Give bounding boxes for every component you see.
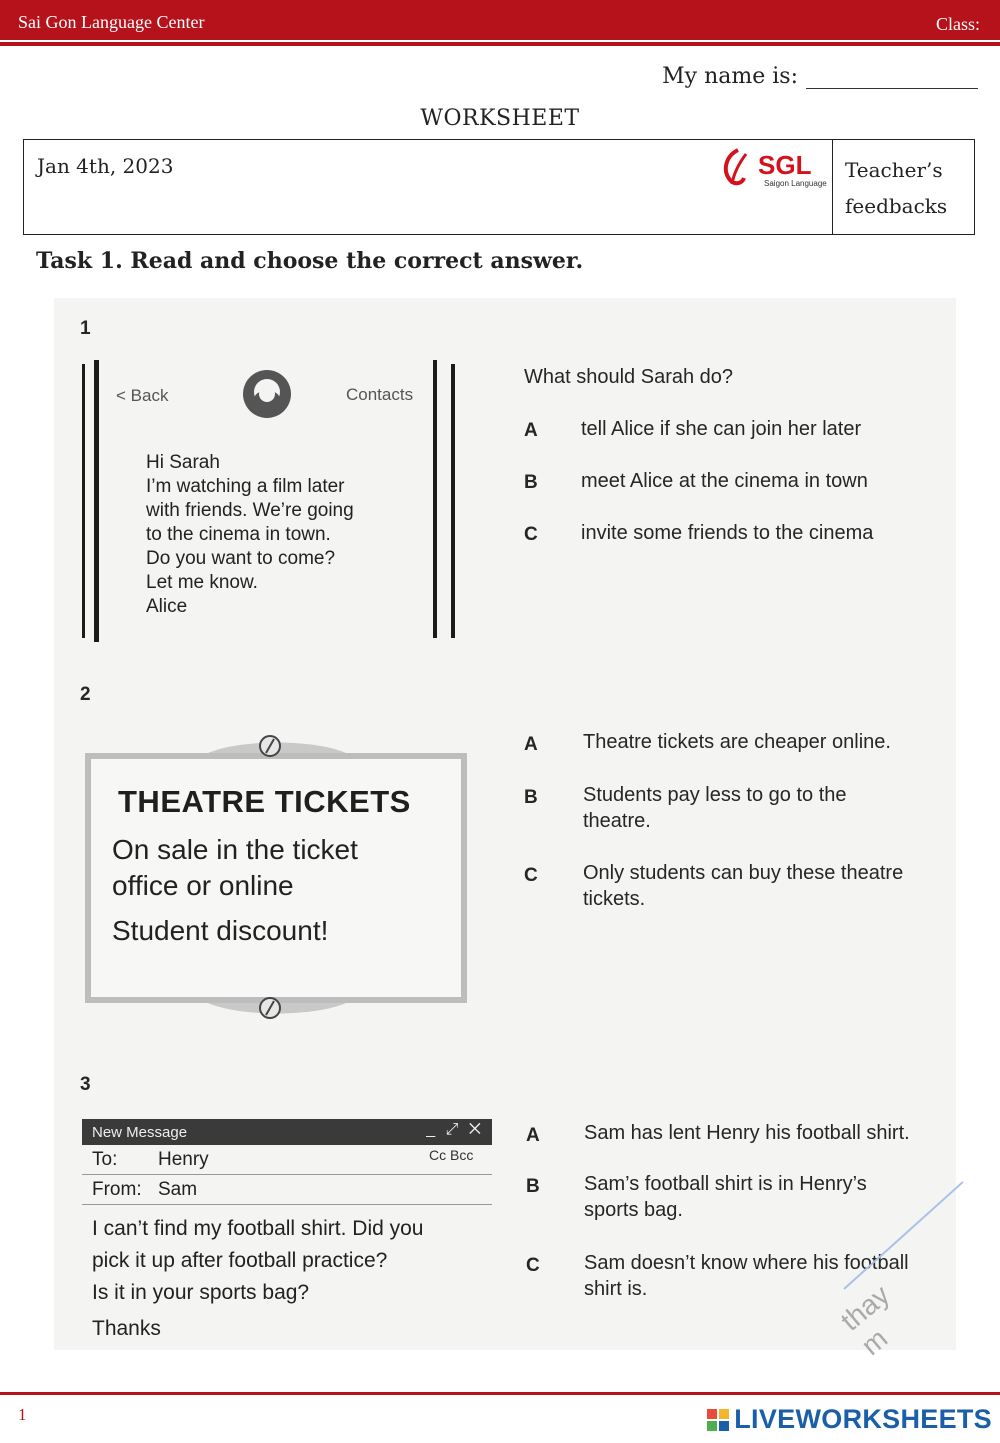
email-body-line: I can’t find my football shirt. Did you: [92, 1217, 424, 1240]
info-box: [23, 139, 975, 235]
q3-option-b-line: sports bag.: [584, 1199, 683, 1221]
liveworksheets-icon: [706, 1408, 730, 1432]
q1-option-c-text[interactable]: invite some friends to the cinema: [581, 522, 874, 544]
header-bar: [0, 0, 1000, 40]
liveworksheets-brand: LIVEWORKSHEETS: [734, 1404, 992, 1434]
phone-edge: [94, 360, 99, 642]
feedback-label: [845, 152, 973, 224]
q3-option-b-text[interactable]: [584, 1171, 867, 1223]
task-title: Task 1. Read and choose the correct answer.: [36, 248, 584, 274]
sms-line: to the cinema in town.: [146, 524, 331, 545]
sms-line: Do you want to come?: [146, 548, 336, 569]
q3-option-b-letter[interactable]: B: [526, 1176, 540, 1197]
email-to-value: Henry: [158, 1149, 209, 1170]
email-header-title: New Message: [92, 1124, 188, 1141]
name-line: [662, 62, 978, 89]
sms-line: Let me know.: [146, 572, 258, 593]
question-2-number: 2: [80, 684, 91, 705]
sms-line: I’m watching a film later: [146, 476, 345, 497]
q3-option-b-line: Sam’s football shirt is in Henry’s: [584, 1173, 867, 1195]
email-divider: [82, 1204, 492, 1205]
scanned-exercise: [54, 298, 956, 1362]
q3-option-a-letter[interactable]: A: [526, 1125, 540, 1146]
feedback-line-2: feedbacks: [845, 194, 948, 218]
email-body-line: pick it up after football practice?: [92, 1249, 388, 1272]
q2-option-c-line: tickets.: [583, 888, 646, 910]
sign-line: office or online: [112, 870, 294, 901]
sms-line: Alice: [146, 596, 188, 617]
email-body-line: Thanks: [92, 1317, 161, 1340]
q2-option-c-line: Only students can buy these theatre: [583, 862, 904, 884]
phone-contacts-button: Contacts: [346, 385, 414, 404]
q3-option-c-line: Sam doesn’t know where his football: [584, 1252, 909, 1274]
avatar-icon: [241, 368, 293, 420]
q3-option-a-text[interactable]: [584, 1120, 910, 1146]
q2-option-c-text[interactable]: [583, 860, 903, 912]
liveworksheets-logo[interactable]: [706, 1404, 992, 1435]
q2-option-a-letter[interactable]: A: [524, 734, 538, 755]
feedback-cell: [832, 140, 975, 234]
email-from-value: Sam: [158, 1179, 198, 1200]
sms-line: Hi Sarah: [146, 452, 220, 473]
feedback-line-1: Teacher’s: [845, 158, 943, 182]
center-name: Sai Gon Language Center: [18, 12, 205, 32]
footer-divider: [0, 1392, 1000, 1395]
window-controls-icon: _ ⤢ ✕: [426, 1121, 484, 1138]
logo-text: SGL: [758, 150, 812, 180]
email-divider: [82, 1174, 492, 1175]
page-number: 1: [18, 1405, 27, 1424]
q2-option-c-letter[interactable]: C: [524, 865, 538, 886]
q1-option-a-text[interactable]: tell Alice if she can join her later: [581, 418, 862, 440]
name-input-blank[interactable]: [806, 62, 978, 89]
phone-edge: [451, 364, 455, 638]
q1-option-b-letter[interactable]: B: [524, 472, 538, 493]
phone-edge: [433, 360, 437, 638]
email-to-label: To:: [92, 1149, 118, 1170]
phone-back-button: < Back: [116, 386, 169, 405]
logo-subtext: Saigon Language: [764, 179, 827, 188]
email-header: [82, 1119, 492, 1145]
header-divider: [0, 42, 1000, 46]
q3-option-a-line: Sam has lent Henry his football shirt.: [584, 1122, 910, 1144]
email-from-label: From:: [92, 1179, 142, 1200]
class-label: Class:: [935, 14, 980, 34]
q2-option-b-line: Students pay less to go to the: [583, 784, 847, 806]
phone-edge: [82, 364, 85, 638]
name-label: My name is:: [662, 64, 798, 89]
q2-option-a-line: Theatre tickets are cheaper online.: [583, 731, 891, 753]
q2-option-b-letter[interactable]: B: [524, 787, 538, 808]
sgl-logo: [720, 144, 832, 194]
q3-option-c-line: shirt is.: [584, 1278, 648, 1300]
q1-option-a-letter[interactable]: A: [524, 420, 538, 441]
q2-option-b-text[interactable]: [583, 782, 847, 834]
stamp-text: thay m: [834, 1278, 896, 1362]
q3-option-c-letter[interactable]: C: [526, 1255, 540, 1276]
date: Jan 4th, 2023: [37, 154, 174, 178]
sign-line: On sale in the ticket: [112, 834, 358, 865]
sign-line: Student discount!: [112, 915, 329, 946]
worksheet-title: WORKSHEET: [420, 106, 580, 131]
email-body-line: Is it in your sports bag?: [92, 1281, 310, 1304]
email-cc-bcc: Cc Bcc: [429, 1147, 474, 1163]
question-1-number: 1: [80, 318, 91, 339]
q2-option-b-line: theatre.: [583, 810, 651, 832]
question-3-number: 3: [80, 1074, 91, 1095]
sms-line: with friends. We’re going: [146, 500, 354, 521]
sign-title: THEATRE TICKETS: [118, 784, 411, 819]
q1-option-c-letter[interactable]: C: [524, 524, 538, 545]
q2-option-a-text[interactable]: [583, 729, 891, 755]
question-1-prompt: What should Sarah do?: [524, 366, 734, 388]
q1-option-b-text[interactable]: meet Alice at the cinema in town: [581, 470, 868, 492]
